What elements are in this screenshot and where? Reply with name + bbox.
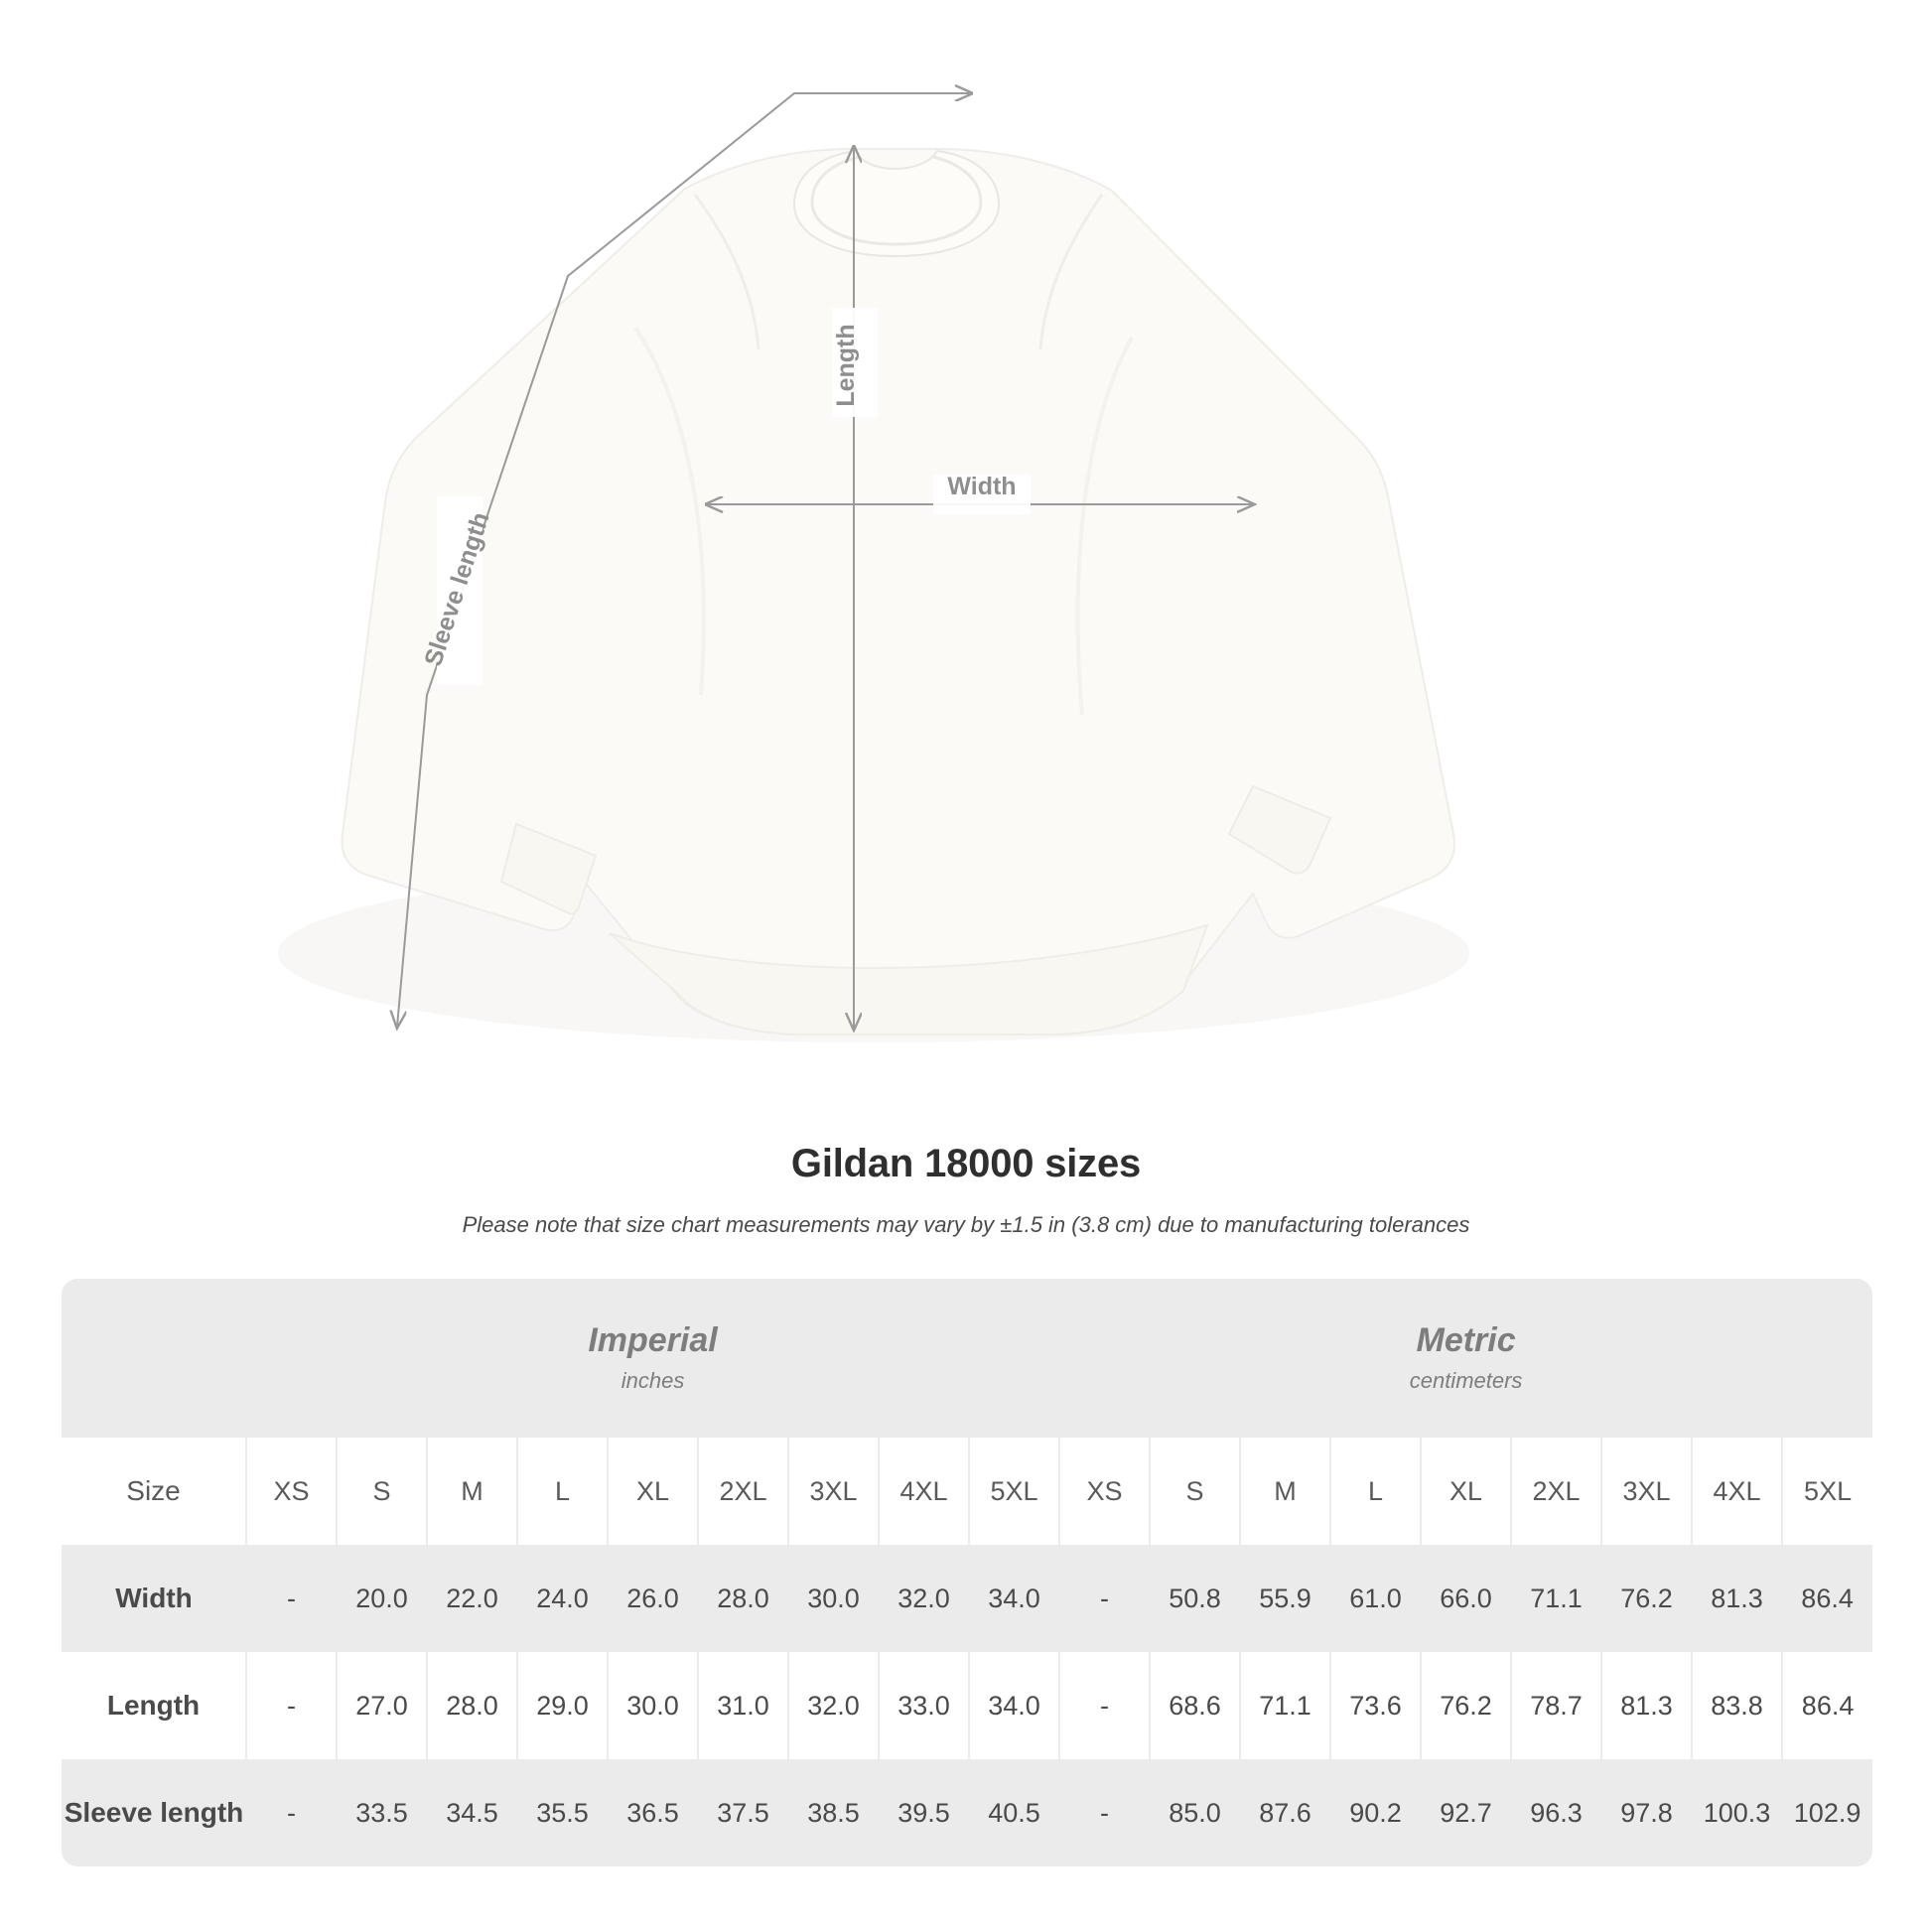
- width-label: Width: [947, 473, 1017, 500]
- size-header-metric-xs: XS: [1059, 1438, 1150, 1545]
- cell-sleeve-imperial-l: 35.5: [517, 1759, 608, 1866]
- unit-imperial-sub: inches: [621, 1367, 685, 1393]
- size-header-imperial-xs: XS: [246, 1438, 337, 1545]
- cell-length-imperial-l: 29.0: [517, 1652, 608, 1759]
- cell-width-imperial-4xl: 32.0: [879, 1545, 969, 1652]
- cell-width-imperial-2xl: 28.0: [698, 1545, 788, 1652]
- size-header-metric-xl: XL: [1421, 1438, 1511, 1545]
- cell-width-metric-s: 50.8: [1150, 1545, 1240, 1652]
- size-header-metric-4xl: 4XL: [1692, 1438, 1782, 1545]
- cell-width-imperial-s: 20.0: [337, 1545, 427, 1652]
- cell-width-metric-3xl: 76.2: [1601, 1545, 1692, 1652]
- cell-sleeve-metric-5xl: 102.9: [1782, 1759, 1872, 1866]
- size-header-imperial-xl: XL: [608, 1438, 698, 1545]
- cell-width-metric-5xl: 86.4: [1782, 1545, 1872, 1652]
- cell-length-metric-5xl: 86.4: [1782, 1652, 1872, 1759]
- measurement-note: Please note that size chart measurements may vary by ±1.5 in (3.8 cm) due to manufacturing tolerances: [462, 1212, 1470, 1237]
- cell-length-imperial-xl: 30.0: [608, 1652, 698, 1759]
- size-table-wrapper: [62, 1279, 1870, 1866]
- cell-length-metric-s: 68.6: [1150, 1652, 1240, 1759]
- cell-sleeve-metric-m: 87.6: [1240, 1759, 1330, 1866]
- cell-width-metric-l: 61.0: [1330, 1545, 1421, 1652]
- cell-length-imperial-2xl: 31.0: [698, 1652, 788, 1759]
- cell-width-metric-2xl: 71.1: [1511, 1545, 1601, 1652]
- unit-header-spacer: [62, 1279, 246, 1438]
- cell-length-metric-3xl: 81.3: [1601, 1652, 1692, 1759]
- cell-length-imperial-m: 28.0: [427, 1652, 517, 1759]
- sweatshirt-shape: [342, 149, 1454, 1035]
- size-header-imperial-4xl: 4XL: [879, 1438, 969, 1545]
- cell-sleeve-metric-s: 85.0: [1150, 1759, 1240, 1866]
- size-header-metric-5xl: 5XL: [1782, 1438, 1872, 1545]
- unit-header-imperial: [246, 1279, 1059, 1438]
- unit-imperial-name: Imperial: [588, 1321, 718, 1360]
- cell-length-imperial-4xl: 33.0: [879, 1652, 969, 1759]
- size-header-label: Size: [62, 1438, 246, 1545]
- cell-sleeve-imperial-4xl: 39.5: [879, 1759, 969, 1866]
- cell-length-metric-m: 71.1: [1240, 1652, 1330, 1759]
- cell-sleeve-imperial-2xl: 37.5: [698, 1759, 788, 1866]
- size-header-metric-s: S: [1150, 1438, 1240, 1545]
- sleeve-length-label: Sleeve length: [419, 508, 495, 670]
- size-header-metric-m: M: [1240, 1438, 1330, 1545]
- unit-header-metric: [1059, 1279, 1872, 1438]
- cell-sleeve-metric-3xl: 97.8: [1601, 1759, 1692, 1866]
- cell-length-metric-2xl: 78.7: [1511, 1652, 1601, 1759]
- cell-width-imperial-l: 24.0: [517, 1545, 608, 1652]
- row-label-width: Width: [62, 1545, 246, 1652]
- size-header-metric-l: L: [1330, 1438, 1421, 1545]
- unit-metric-sub: centimeters: [1409, 1367, 1523, 1393]
- cell-width-metric-4xl: 81.3: [1692, 1545, 1782, 1652]
- size-header-metric-2xl: 2XL: [1511, 1438, 1601, 1545]
- table-row: [62, 1759, 1872, 1866]
- cell-sleeve-imperial-5xl: 40.5: [969, 1759, 1059, 1866]
- size-header-imperial-m: M: [427, 1438, 517, 1545]
- title-block: [0, 1142, 1932, 1238]
- size-header-metric-3xl: 3XL: [1601, 1438, 1692, 1545]
- unit-metric-name: Metric: [1416, 1321, 1516, 1360]
- cell-sleeve-imperial-xs: -: [246, 1759, 337, 1866]
- cell-length-metric-xl: 76.2: [1421, 1652, 1511, 1759]
- page-title: Gildan 18000 sizes: [790, 1142, 1142, 1185]
- size-table: [62, 1279, 1872, 1866]
- cell-sleeve-imperial-3xl: 38.5: [788, 1759, 879, 1866]
- table-row: [62, 1545, 1872, 1652]
- cell-width-imperial-5xl: 34.0: [969, 1545, 1059, 1652]
- cell-sleeve-imperial-m: 34.5: [427, 1759, 517, 1866]
- cell-sleeve-metric-xl: 92.7: [1421, 1759, 1511, 1866]
- cell-sleeve-imperial-s: 33.5: [337, 1759, 427, 1866]
- cell-width-metric-xs: -: [1059, 1545, 1150, 1652]
- size-header-imperial-5xl: 5XL: [969, 1438, 1059, 1545]
- cell-sleeve-metric-2xl: 96.3: [1511, 1759, 1601, 1866]
- length-label: Length: [832, 324, 860, 407]
- cell-width-metric-m: 55.9: [1240, 1545, 1330, 1652]
- cell-sleeve-metric-xs: -: [1059, 1759, 1150, 1866]
- size-header-imperial-3xl: 3XL: [788, 1438, 879, 1545]
- table-row: [62, 1652, 1872, 1759]
- cell-sleeve-imperial-xl: 36.5: [608, 1759, 698, 1866]
- cell-length-metric-4xl: 83.8: [1692, 1652, 1782, 1759]
- size-header-row: [62, 1438, 1872, 1545]
- row-label-sleeve-length: Sleeve length: [62, 1759, 246, 1866]
- cell-length-imperial-3xl: 32.0: [788, 1652, 879, 1759]
- cell-length-imperial-s: 27.0: [337, 1652, 427, 1759]
- cell-length-imperial-5xl: 34.0: [969, 1652, 1059, 1759]
- cell-length-metric-l: 73.6: [1330, 1652, 1421, 1759]
- cell-sleeve-metric-4xl: 100.3: [1692, 1759, 1782, 1866]
- row-label-length: Length: [62, 1652, 246, 1759]
- cell-width-metric-xl: 66.0: [1421, 1545, 1511, 1652]
- size-header-imperial-l: L: [517, 1438, 608, 1545]
- cell-length-imperial-xs: -: [246, 1652, 337, 1759]
- cell-width-imperial-xs: -: [246, 1545, 337, 1652]
- cell-sleeve-metric-l: 90.2: [1330, 1759, 1421, 1866]
- unit-header-row: [62, 1279, 1872, 1438]
- cell-width-imperial-3xl: 30.0: [788, 1545, 879, 1652]
- cell-width-imperial-m: 22.0: [427, 1545, 517, 1652]
- size-header-imperial-2xl: 2XL: [698, 1438, 788, 1545]
- cell-length-metric-xs: -: [1059, 1652, 1150, 1759]
- cell-width-imperial-xl: 26.0: [608, 1545, 698, 1652]
- size-header-imperial-s: S: [337, 1438, 427, 1545]
